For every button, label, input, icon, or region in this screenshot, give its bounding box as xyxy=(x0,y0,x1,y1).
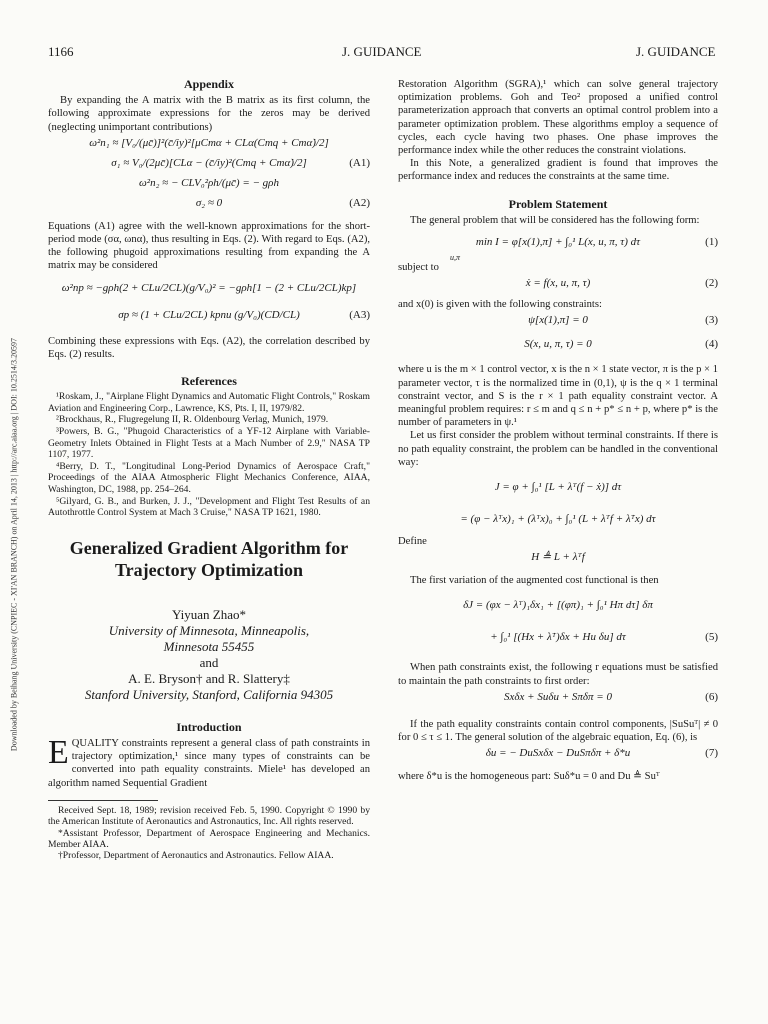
equation-4-number: (4) xyxy=(705,338,718,351)
article-title: Generalized Gradient Algorithm for Trajectory Optimization xyxy=(69,537,349,580)
equation-2-text: ẋ = f(x, u, π, τ) xyxy=(525,277,591,290)
left-column xyxy=(48,78,370,862)
equation-a2-line2-text: σ₂ ≈ 0 xyxy=(195,196,223,209)
appendix-intro: By expanding the A matrix with the B matrix as its first column, the following approximate expressions for the zeros may be derived (neglecting unimportant contributions) xyxy=(48,95,370,133)
appendix-heading: Appendix xyxy=(183,77,235,91)
equation-a3-line1 xyxy=(48,273,370,303)
footnote-author-1: *Assistant Professor, Department of Aerospace Engineering and Mechanics. Member AIAA. xyxy=(48,827,370,850)
running-head-left: J. GUIDANCE xyxy=(342,44,422,59)
author-2: A. E. Bryson† and R. Slattery‡ xyxy=(128,670,290,686)
affiliation-1-line-1: University of Minnesota, Minneapolis, xyxy=(108,622,310,638)
intro-note-paragraph: In this Note, a generalized gradient is found that improves the performance index and reduces the constraints at the same time. xyxy=(398,158,718,183)
equation-a3-number: (A3) xyxy=(349,308,370,321)
equation-6-number: (6) xyxy=(705,690,718,703)
equation-5-line2 xyxy=(398,621,718,653)
reference-item: ⁵Gilyard, G. B., and Burken, J. J., "Development and Flight Test Results of an Autothrottle Control System at Mach 3 Cruise," NASA TP 1621, 1980. xyxy=(48,495,370,519)
equation-7 xyxy=(398,744,718,768)
equation-a1-line2-text: σ₁ ≈ V₀/(2μc̄)[CLα − (c̄/iy)²(Cmq + Cmα̇)/2] xyxy=(111,156,307,169)
equation-7-number: (7) xyxy=(705,747,718,760)
introduction-heading: Introduction xyxy=(176,719,242,734)
reference-item: ⁴Berry, D. T., "Longitudinal Long-Period Dynamics of Aerospace Craft," Proceedings of the AIAA Atmospheric Flight Mechanics Conference, AIAA, Washington, DC, 1988, pp. 254–264. xyxy=(48,460,370,495)
footnote-received: Received Sept. 18, 1989; revision received Feb. 5, 1990. Copyright © 1990 by the American Institute of Aeronautics and Astronautics, Inc. All rights reserved. xyxy=(48,804,370,828)
equation-7-text: δu = − DuSxδx − DuSπδπ + δ*u xyxy=(485,747,631,760)
equation-a1-number: (A1) xyxy=(349,156,370,169)
define-label: Define xyxy=(398,536,427,548)
equation-1-text: min I = φ[x(1),π] + ∫₀¹ L(x, u, π, τ) dτ xyxy=(475,236,641,249)
equation-5-number: (5) xyxy=(705,631,718,644)
equation-1 xyxy=(398,227,718,263)
equation-5-line1 xyxy=(398,587,718,621)
equation-a2-number: (A2) xyxy=(349,196,370,209)
equation-6 xyxy=(398,688,718,712)
equation-j-line1 xyxy=(398,469,718,503)
affiliation-1-line-2: Minnesota 55455 xyxy=(163,638,255,654)
equation-j-line2 xyxy=(398,503,718,535)
homogeneous-part-line: where δ*u is the homogeneous part: Suδ*u = 0 and Du ≜ Suᵀ xyxy=(398,771,660,783)
equation-a2-line2 xyxy=(48,194,370,214)
equation-2-number: (2) xyxy=(705,277,718,290)
drop-cap: E xyxy=(48,733,69,771)
download-watermark-text: Downloaded by Beihang University (CNPIEC - XI'AN BRANCH) on April 14, 2013 | http://arc.aiaa.org | DOI: 10.2514/3.20597 xyxy=(9,337,19,752)
introduction-text: QUALITY constraints represent a general class of path constraints in trajectory optimization,¹ since many types of constraints can be converted into path equality constraints. Miele¹ has developed an algorithm named Sequential Gradient xyxy=(48,737,370,789)
equation-a2-line1-text: ω²n₂ ≈ − CLV₀²ρh/(μc̄) = − gρh xyxy=(139,176,279,189)
equation-a1-line1 xyxy=(48,134,370,154)
given-line: and x(0) is given with the following constraints: xyxy=(398,299,602,311)
references-list xyxy=(48,391,370,519)
equation-3 xyxy=(398,311,718,335)
author-1: Yiyuan Zhao* xyxy=(171,606,246,622)
equation-2 xyxy=(398,274,718,294)
author-and: and xyxy=(199,654,219,670)
equation-5-line2-text: + ∫₀¹ [(Hx + λ̇ᵀ)δx + Hu δu] dτ xyxy=(490,631,626,644)
affiliation-2: Stanford University, Stanford, California 94305 xyxy=(84,686,334,702)
footnote-author-2: †Professor, Department of Aeronautics and Astronautics. Fellow AIAA. xyxy=(58,850,334,862)
appendix-paragraph-2: Equations (A1) agree with the well-known approximations for the short-period mode (σα, ωnα), thus resulting in Eqs. (2). With regard to Eqs. (A2), the following phugoid approximations resulting from expanding the A matrix may be considered xyxy=(48,220,370,272)
equation-a3-line2-text: σp ≈ (1 + CLu/2CL) kpnu (g/V₀)(CD/CL) xyxy=(118,308,300,321)
introduction-paragraph xyxy=(48,733,370,790)
equation-3-text: ψ[x(1),π] = 0 xyxy=(528,314,588,327)
control-components-paragraph: If the path equality constraints contain control components, |SuSuᵀ| ≠ 0 for 0 ≤ τ ≤ 1. The general solution of the algebraic equation, Eq. (6), is xyxy=(398,718,718,744)
problem-intro: The general problem that will be considered has the following form: xyxy=(410,214,700,226)
where-paragraph: where u is the m × 1 control vector, x is the n × 1 state vector, π is the p × 1 parameter vector, τ is the normalized time in (0,1), ψ is the q × 1 terminal constraint vector, and S is the r × 1 path equality constraint vector. A meaningful problem requires: r ≤ m and q ≤ n + p* ≤ n + p, where p* is the number of parameters in ψ.¹ xyxy=(398,364,718,429)
subject-to-label: subject to xyxy=(398,262,439,274)
equation-1-subscript: u,π xyxy=(450,253,461,263)
appendix-paragraph-3: Combining these expressions with Eqs. (A2), the correlation described by Eqs. (2) results. xyxy=(48,335,370,360)
problem-statement-heading: Problem Statement xyxy=(508,196,608,211)
equation-3-number: (3) xyxy=(705,314,718,327)
equation-a2-line1 xyxy=(48,174,370,194)
right-column xyxy=(398,78,718,783)
reference-item: ¹Roskam, J., "Airplane Flight Dynamics and Automatic Flight Controls," Roskam Aviation and Engineering Corp., Lawrence, KS, Pts. I, II, 1979/82. xyxy=(48,391,370,414)
equation-a3-line2 xyxy=(48,303,370,329)
download-watermark xyxy=(4,0,18,1024)
equation-a1-line2 xyxy=(48,154,370,174)
reference-item: ²Brockhaus, R., Flugregelung II, R. Oldenbourg Verlag, Munich, 1979. xyxy=(56,414,329,426)
path-constraints-paragraph: When path constraints exist, the following r equations must be satisfied to maintain the path constraints to first order: xyxy=(398,662,718,687)
consider-paragraph: Let us first consider the problem without terminal constraints. If there is no path equality constraint, the problem can be handled in the conventional way: xyxy=(398,430,718,468)
equation-hamiltonian xyxy=(398,548,718,568)
equation-4 xyxy=(398,335,718,359)
equation-a3-line1-text: ω²np ≈ −gρh(2 + CLu/2CL)(g/V₀)² = −gρh[1 − (2 + CLu/2CL)kp] xyxy=(61,281,357,294)
equation-6-text: Sxδx + Suδu + Sπδπ = 0 xyxy=(504,690,612,703)
equation-j-line2-text: = (φ − λᵀx)₁ + (λᵀx)₀ + ∫₀¹ (L + λᵀf + λ̇ᵀx) dτ xyxy=(460,513,656,526)
running-head-right: J. GUIDANCE xyxy=(636,44,716,59)
equation-1-number: (1) xyxy=(705,236,718,249)
references-heading: References xyxy=(181,374,237,389)
page-number: 1166 xyxy=(48,44,74,59)
reference-item: ³Powers, B. G., "Phugoid Characteristics of a YF-12 Airplane with Variable-Geometry Inlets Obtained in Flight Tests at a Mach Number of 2.9," NASA TP 1107, 1977. xyxy=(48,426,370,461)
footnote-rule xyxy=(48,800,158,801)
equation-hamiltonian-text: H ≜ L + λᵀf xyxy=(531,551,585,564)
equation-4-text: S(x, u, π, τ) = 0 xyxy=(524,338,592,351)
equation-j-line1-text: J = φ + ∫₀¹ [L + λᵀ(f − ẋ)] dτ xyxy=(494,481,622,494)
intro-continued-paragraph: Restoration Algorithm (SGRA),¹ which can solve general trajectory optimization problems. Goh and Teo² proposed a unified control parameterization approach that converts an optimal control problem into a parameter optimization problem. These algorithms employ a sequence of cycles, each cycle having two phases. One phase improves the performance index while the other reduces the constraint violations. xyxy=(398,79,718,157)
first-variation-paragraph: The first variation of the augmented cost functional is then xyxy=(410,575,659,587)
equation-5-line1-text: δJ = (φx − λᵀ)₁δx₁ + [(φπ)₁ + ∫₀¹ Hπ dτ] δπ xyxy=(463,599,653,612)
equation-a1-line1-text: ω²n₁ ≈ [V₀/(μc̄)]²(c̄/iy)²[μCmα + CLα(Cmq + Cmα̇)/2] xyxy=(89,136,329,149)
